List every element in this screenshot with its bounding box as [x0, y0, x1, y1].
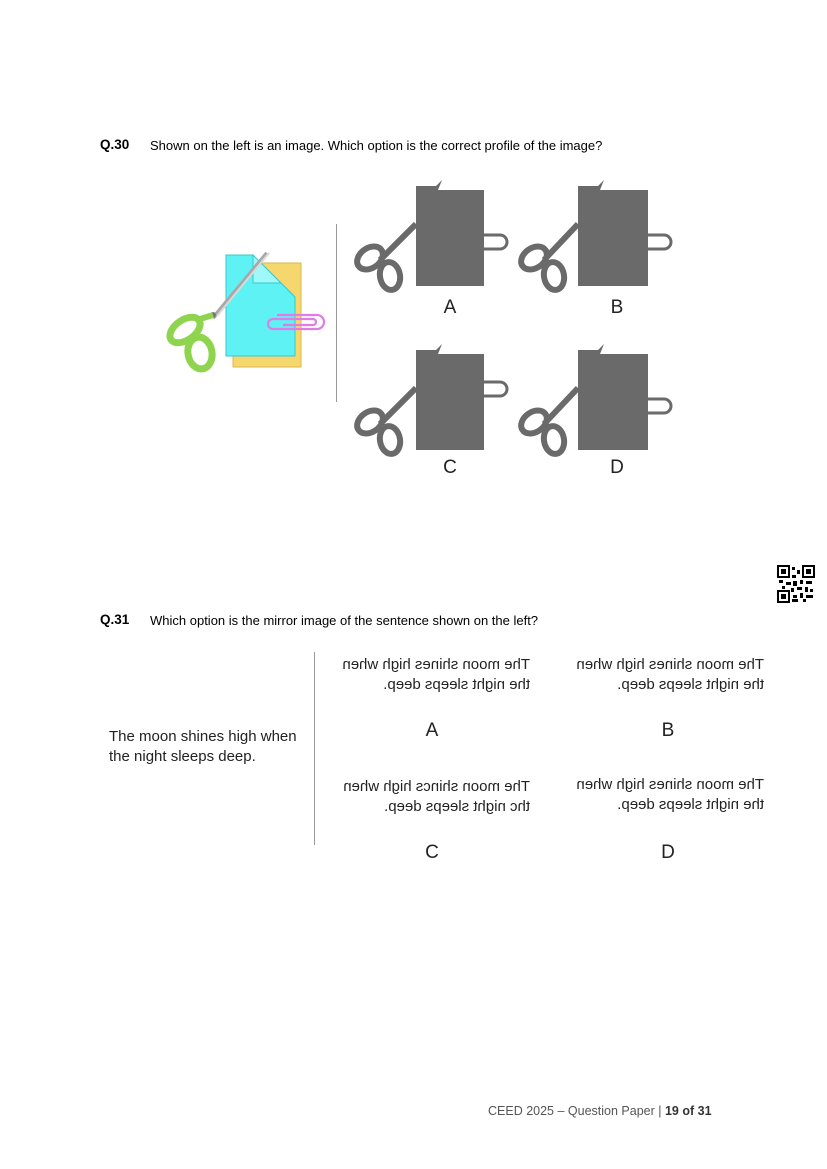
q31-option-b-label: B: [661, 720, 675, 741]
original-sentence: [109, 727, 297, 767]
option-a-mirror-text[interactable]: [335, 655, 530, 695]
qr-code-icon: [777, 565, 815, 603]
page-number: 19 of 31: [664, 1104, 712, 1118]
page-footer: [488, 1104, 712, 1118]
option-b-line-2: the night sleeps deep.: [617, 676, 764, 693]
handle-ring-1: [165, 312, 204, 348]
q30-divider: [336, 224, 337, 402]
q30-number: Q.30: [100, 137, 130, 152]
option-b-line-1: The moon shines high when: [576, 656, 764, 673]
option-c-label: C: [443, 457, 457, 478]
q31-option-d-label: D: [661, 842, 675, 863]
option-d-line-2: the night sleeps deep.: [617, 796, 764, 813]
option-b-silhouette[interactable]: [514, 180, 674, 295]
option-d-label: D: [610, 457, 624, 478]
option-a-label: A: [443, 297, 457, 318]
option-b-label: B: [610, 297, 624, 318]
option-d-line-1: The moon shines high when: [576, 776, 764, 793]
q31-question-text: Which option is the mirror image of the sentence shown on the left?: [150, 613, 539, 628]
option-c-line-2: thc night sleeps deep.: [384, 798, 530, 815]
option-b-mirror-text[interactable]: [567, 655, 764, 695]
option-a-silhouette[interactable]: [350, 180, 510, 295]
q30-question-text: Shown on the left is an image. Which option is the correct profile of the image?: [150, 138, 603, 153]
option-d-silhouette[interactable]: [514, 344, 674, 459]
q31-divider: [314, 652, 315, 845]
original-sentence-line-1: The moon shines high when: [109, 728, 297, 745]
option-c-line-1: The moon shincs high when: [343, 778, 530, 795]
q31-option-a-label: A: [425, 720, 439, 741]
scissors-paper-image: [155, 245, 330, 380]
q31-number: Q.31: [100, 612, 130, 627]
handle-ring-2: [185, 335, 214, 371]
option-c-silhouette[interactable]: [350, 344, 510, 459]
option-a-line-1: The moon shines high when: [342, 656, 530, 673]
option-a-line-2: the night sleeps deep.: [383, 676, 530, 693]
option-c-mirror-text[interactable]: [335, 777, 530, 817]
q31-option-c-label: C: [425, 842, 439, 863]
original-sentence-line-2: the night sleeps deep.: [109, 748, 256, 765]
footer-title: CEED 2025 – Question Paper |: [488, 1104, 662, 1118]
option-d-mirror-text[interactable]: [567, 775, 764, 815]
